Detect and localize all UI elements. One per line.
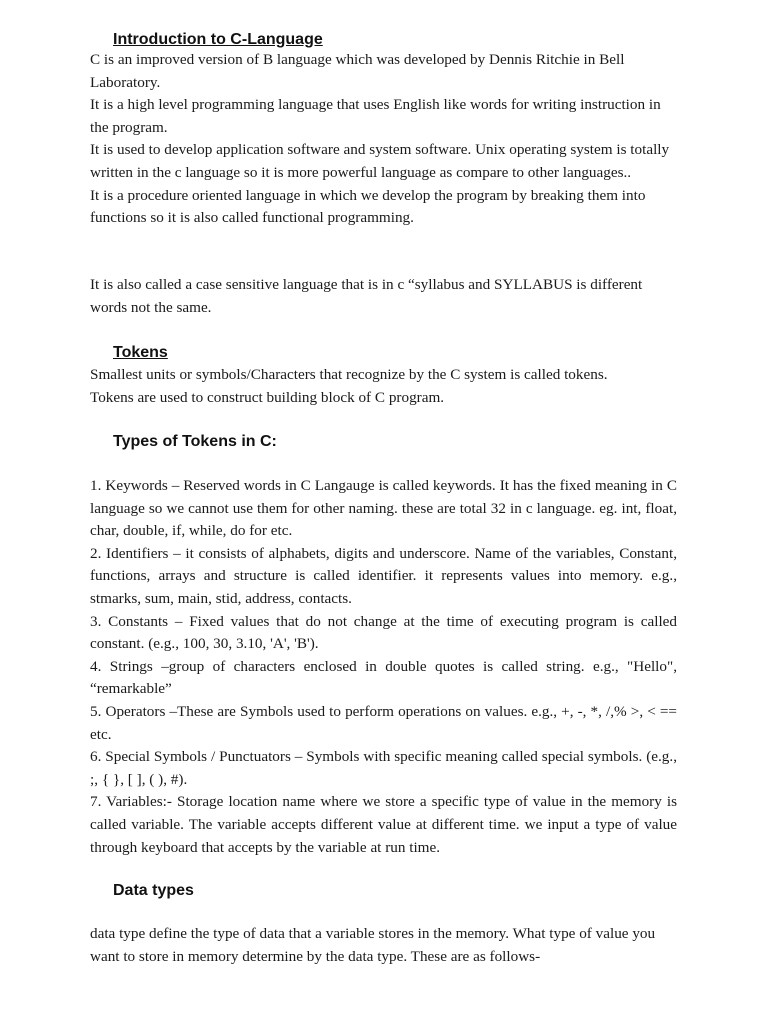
data-types-body xyxy=(90,923,677,968)
token-types-heading: Types of Tokens in C: xyxy=(113,433,277,450)
intro-paragraph: It is a procedure oriented language in which we develop the program by breaking them into functions so it is also called functional programming. xyxy=(90,186,646,227)
data-types-heading: Data types xyxy=(113,882,194,899)
case-sensitive-paragraph: It is also called a case sensitive language that is in c “syllabus and SYLLABUS is different words not the same. xyxy=(90,276,643,316)
token-type-item-operators: 5. Operators –These are Symbols used to perform operations on values. e.g., +, -, *, /,% >, < == etc. xyxy=(90,702,677,743)
intro-paragraph: C is an improved version of B language which was developed by Dennis Ritchie in Bell Laboratory. xyxy=(90,51,625,91)
token-type-item-special-symbols: 6. Special Symbols / Punctuators – Symbols with specific meaning called special symbols. (e.g., ;, { }, [ ], ( ), #). xyxy=(90,748,677,788)
tokens-body xyxy=(90,364,677,409)
token-type-item-keywords: 1. Keywords – Reserved words in C Langauge is called keywords. It has the fixed meaning in C language so we cannot use them for other naming. these are total 32 in c language. eg. int, float, char, double, if, while, do for etc. xyxy=(90,477,677,540)
intro-body xyxy=(90,49,677,230)
case-sensitive-note xyxy=(90,274,677,319)
tokens-heading: Tokens xyxy=(113,344,168,361)
intro-paragraph: It is used to develop application software and system software. Unix operating system is totally written in the c language so it is more powerful language as compare to other languages.. xyxy=(90,141,670,181)
tokens-paragraph: Tokens are used to construct building block of C program. xyxy=(90,388,445,406)
token-type-item-identifiers: 2. Identifiers – it consists of alphabets, digits and underscore. Name of the variables, Constant, functions, arrays and structure is called identifier. it represents values into memory. e.g., stmarks, sum, main, stid, address, contacts. xyxy=(90,544,677,607)
intro-heading: Introduction to C-Language xyxy=(113,31,323,48)
data-types-paragraph: data type define the type of data that a variable stores in the memory. What type of value you want to store in memory determine by the data type. These are as follows- xyxy=(90,925,656,965)
token-type-item-variables: 7. Variables:- Storage location name where we store a specific type of value in the memory is called variable. The variable accepts different value at different time. we input a type of value through keyboard that accepts by the variable at run time. xyxy=(90,793,677,856)
token-type-item-strings: 4. Strings –group of characters enclosed in double quotes is called string. e.g., "Hello", “remarkable” xyxy=(90,657,677,698)
token-type-item-constants: 3. Constants – Fixed values that do not change at the time of executing program is called constant. (e.g., 100, 30, 3.10, 'A', 'B'). xyxy=(90,612,677,653)
intro-paragraph: It is a high level programming language that uses English like words for writing instruction in the program. xyxy=(90,96,661,136)
token-types-list xyxy=(90,475,677,859)
tokens-paragraph: Smallest units or symbols/Characters that recognize by the C system is called tokens. xyxy=(90,366,608,383)
